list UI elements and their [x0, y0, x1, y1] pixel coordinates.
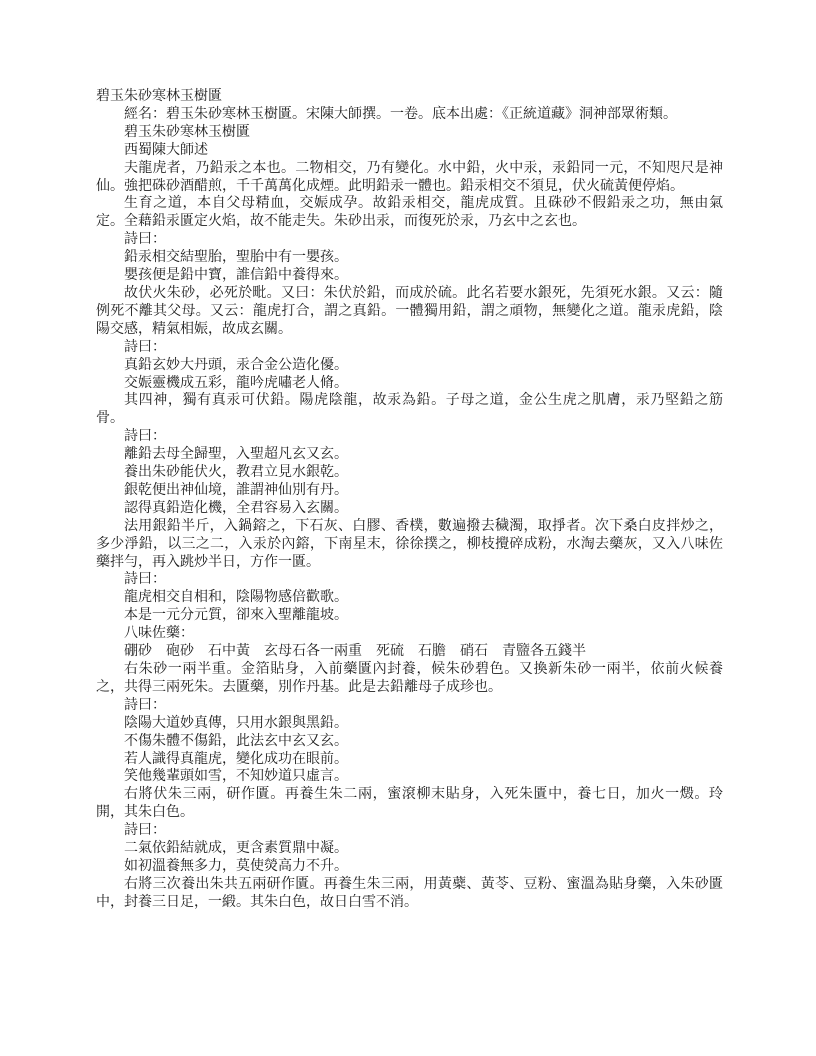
poem-line: 如初溫養無多力，莫使熒高力不升。 [124, 857, 348, 874]
poem-line: 離鉛去母全歸聖，入聖超凡玄又玄。 [124, 446, 348, 463]
herb-list: 硼砂 砲砂 石中黃 玄母石各一兩重 死硫 石膽 硝石 青盬各五錢半 [124, 643, 586, 660]
poem-line: 陰陽大道妙真傳，只用水銀與黑鉛。 [124, 714, 348, 731]
poem-line: 銀乾便出神仙境，誰謂神仙別有丹。 [124, 481, 348, 498]
poem-heading: 詩曰： [124, 428, 166, 445]
poem-heading: 詩曰： [124, 696, 166, 713]
doc-title: 碧玉朱砂寒林玉樹匱 [96, 88, 222, 104]
poem-heading: 詩曰： [124, 231, 166, 248]
body-paragraph: 法用銀鉛半斤，入鍋鎔之，下石灰、白膠、香樸，數遍撥去穢濁，取掙者。次下桑白皮拌炒之，多少淨鉛，以三之二，入汞於內鎔，下南星末，徐徐撲之，柳枝攪碎成粉，水淘去藥灰，又入八味佐藥拌勻，再入跳炒半日，方作一匱。 [96, 517, 723, 570]
poem-line: 鉛汞相交結聖胎，聖胎中有一嬰孩。 [124, 249, 348, 266]
body-paragraph: 其四神，獨有真汞可伏鉛。陽虎陰龍，故汞為鉛。子母之道，金公生虎之肌膚，汞乃堅鉛之筋骨。 [96, 392, 723, 427]
body-paragraph: 故伏火朱砂，必死於毗。又曰：朱伏於鉛，而成於硫。此名若要水銀死，先須死水銀。又云：隨例死不離其父母。又云：龍虎打合，謂之真鉛。一體獨用鉛，謂之頑物，無變化之道。龍汞虎鉛，陰陽交感，精氣相娠，故成玄關。 [96, 284, 723, 337]
poem-line: 認得真鉛造化機，全君容易入玄關。 [124, 499, 348, 516]
poem-line: 若人識得真龍虎，變化成功在眼前。 [124, 750, 348, 767]
body-paragraph: 右將伏朱三兩，研作匱。再養生朱二兩，蜜滾柳末貼身，入死朱匱中，養七日，加火一燬。玲開，其朱白色。 [96, 786, 723, 821]
body-paragraph: 右朱砂一兩半重。金箔貼身，入前藥匱內封養，候朱砂碧色。又換新朱砂一兩半，依前火候養之，共得三兩死朱。去匱藥，別作丹基。此是去鉛離母子成珍也。 [96, 661, 723, 695]
body-paragraph: 夫龍虎者，乃鉛汞之本也。二物相交，乃有變化。水中鉛，火中汞，汞鉛同一元，不知咫尺是神仙。強把硃砂酒醋煎，千千萬萬化成煙。此明鉛汞一體也。鉛汞相交不須見，伏火硫黃便停焰。 [96, 159, 723, 194]
meta-line: 經名：碧玉朱砂寒林玉樹匱。宋陳大師撰。一卷。底本出處：《正統道藏》洞神部眾術類。 [124, 105, 677, 122]
poem-line: 嬰孩便是鉛中寶，誰信鉛中養得來。 [124, 267, 348, 284]
poem-line: 不傷朱體不傷鉛，此法玄中玄又玄。 [124, 732, 348, 749]
body-paragraph: 右將三次養出朱共五兩研作匱。再養生朱三兩，用黃蘗、黃苓、豆粉、蜜溫為貼身藥，入朱砂匱中，封養三日足，一緞。其朱白色，故日白雪不消。 [96, 875, 723, 910]
poem-line: 交娠靈機成五彩，龍吟虎嘯老人脩。 [124, 374, 348, 391]
list-heading: 八味佐藥： [124, 625, 194, 642]
poem-line: 真鉛玄妙大丹頭，汞合金公造化優。 [124, 356, 348, 373]
poem-heading: 詩曰： [124, 571, 166, 588]
poem-heading: 詩曰： [124, 822, 166, 839]
poem-line: 養出朱砂能伏火，教君立見水銀乾。 [124, 464, 348, 481]
poem-line: 二氣依鉛結就成，更含素質鼎中凝。 [124, 840, 348, 857]
poem-line: 本是一元分元質，卻來入聖離龍坡。 [124, 607, 348, 624]
poem-line: 笑他幾輩頭如雪，不知妙道只虛言。 [124, 768, 348, 785]
poem-heading: 詩曰： [124, 338, 166, 355]
poem-line: 龍虎相交自相和，陰陽物感倍歡歌。 [124, 589, 348, 606]
body-paragraph: 生育之道，本自父母精血，交娠成孕。故鉛汞相交，龍虎成質。且硃砂不假鉛汞之功，無由氣定。全藉鉛汞匱定火焰，故不能走失。朱砂出汞，而復死於汞，乃玄中之玄也。 [96, 195, 723, 230]
section-title: 碧玉朱砂寒林玉樹匱 [124, 123, 250, 140]
author-line: 西蜀陳大師述 [124, 141, 208, 158]
